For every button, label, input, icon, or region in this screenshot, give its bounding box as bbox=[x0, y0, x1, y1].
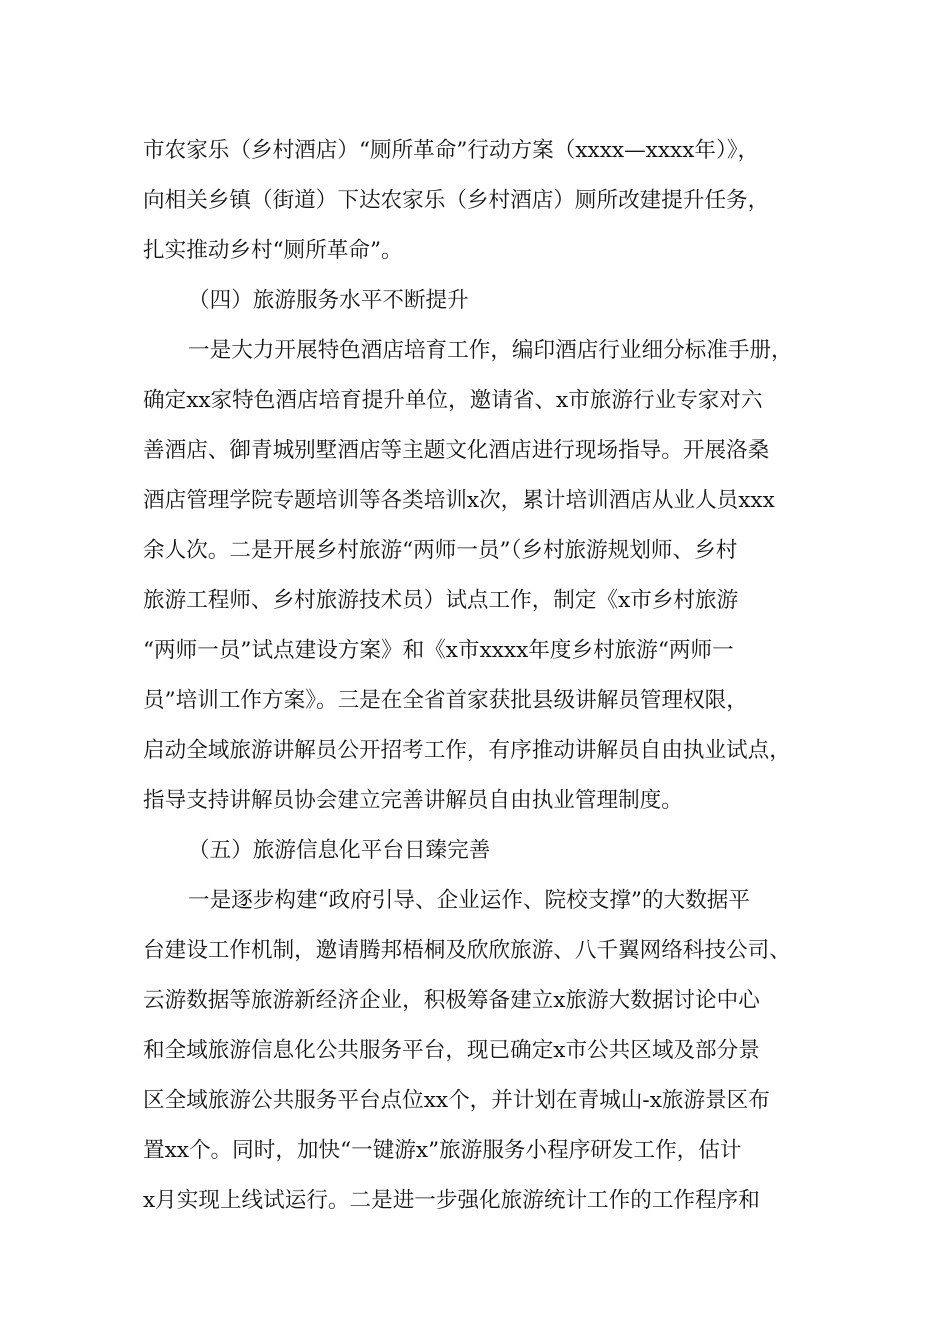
body-text-line: 和全域旅游信息化公共服务平台，现已确定x市公共区域及部分景 bbox=[143, 1038, 760, 1063]
body-text-line: 启动全域旅游讲解员公开招考工作，有序推动讲解员自由执业试点， bbox=[143, 738, 791, 763]
body-text-line: “两师一员”试点建设方案》和《x市xxxx年度乡村旅游“两师一 bbox=[143, 638, 734, 663]
body-text-line: 置xx个。同时，加快“一键游x”旅游服务小程序研发工作，估计 bbox=[143, 1138, 742, 1163]
body-text-line: 一是逐步构建“政府引导、企业运作、院校支撑”的大数据平 bbox=[188, 888, 750, 913]
body-text-line: 市农家乐（乡村酒店）“厕所革命”行动方案（xxxx—xxxx年）》， bbox=[143, 138, 760, 163]
body-text-line: 一是大力开展特色酒店培育工作，编印酒店行业细分标准手册， bbox=[188, 338, 793, 363]
body-text-line: 向相关乡镇（街道）下达农家乐（乡村酒店）厕所改建提升任务， bbox=[143, 188, 770, 213]
body-text-line: 余人次。二是开展乡村旅游“两师一员”（乡村旅游规划师、乡村 bbox=[143, 538, 738, 563]
body-text-line: 台建设工作机制，邀请腾邦梧桐及欣欣旅游、八千翼网络科技公司、 bbox=[143, 938, 791, 963]
body-text-line: 确定xx家特色酒店培育提升单位，邀请省、x市旅游行业专家对六 bbox=[143, 388, 763, 413]
body-text-line: 云游数据等旅游新经济企业，积极筹备建立x旅游大数据讨论中心 bbox=[143, 988, 760, 1013]
body-text-line: 扎实推动乡村“厕所革命”。 bbox=[143, 238, 403, 263]
section-heading: （五）旅游信息化平台日臻完善 bbox=[188, 838, 491, 863]
body-text-line: 区全域旅游公共服务平台点位xx个，并计划在青城山-x旅游景区布 bbox=[143, 1088, 770, 1113]
body-text-line: 善酒店、御青城别墅酒店等主题文化酒店进行现场指导。开展洛桑 bbox=[143, 438, 770, 463]
body-text-line: x月实现上线试运行。二是进一步强化旅游统计工作的工作程序和 bbox=[143, 1188, 760, 1213]
body-text-line: 员”培训工作方案》。三是在全省首家获批县级讲解员管理权限， bbox=[143, 688, 748, 713]
body-text-line: 酒店管理学院专题培训等各类培训x次，累计培训酒店从业人员xxx bbox=[143, 488, 775, 513]
section-heading: （四）旅游服务水平不断提升 bbox=[188, 288, 469, 313]
body-text-line: 指导支持讲解员协会建立完善讲解员自由执业管理制度。 bbox=[143, 788, 683, 813]
body-text-line: 旅游工程师、乡村旅游技术员）试点工作，制定《x市乡村旅游 bbox=[143, 588, 739, 613]
